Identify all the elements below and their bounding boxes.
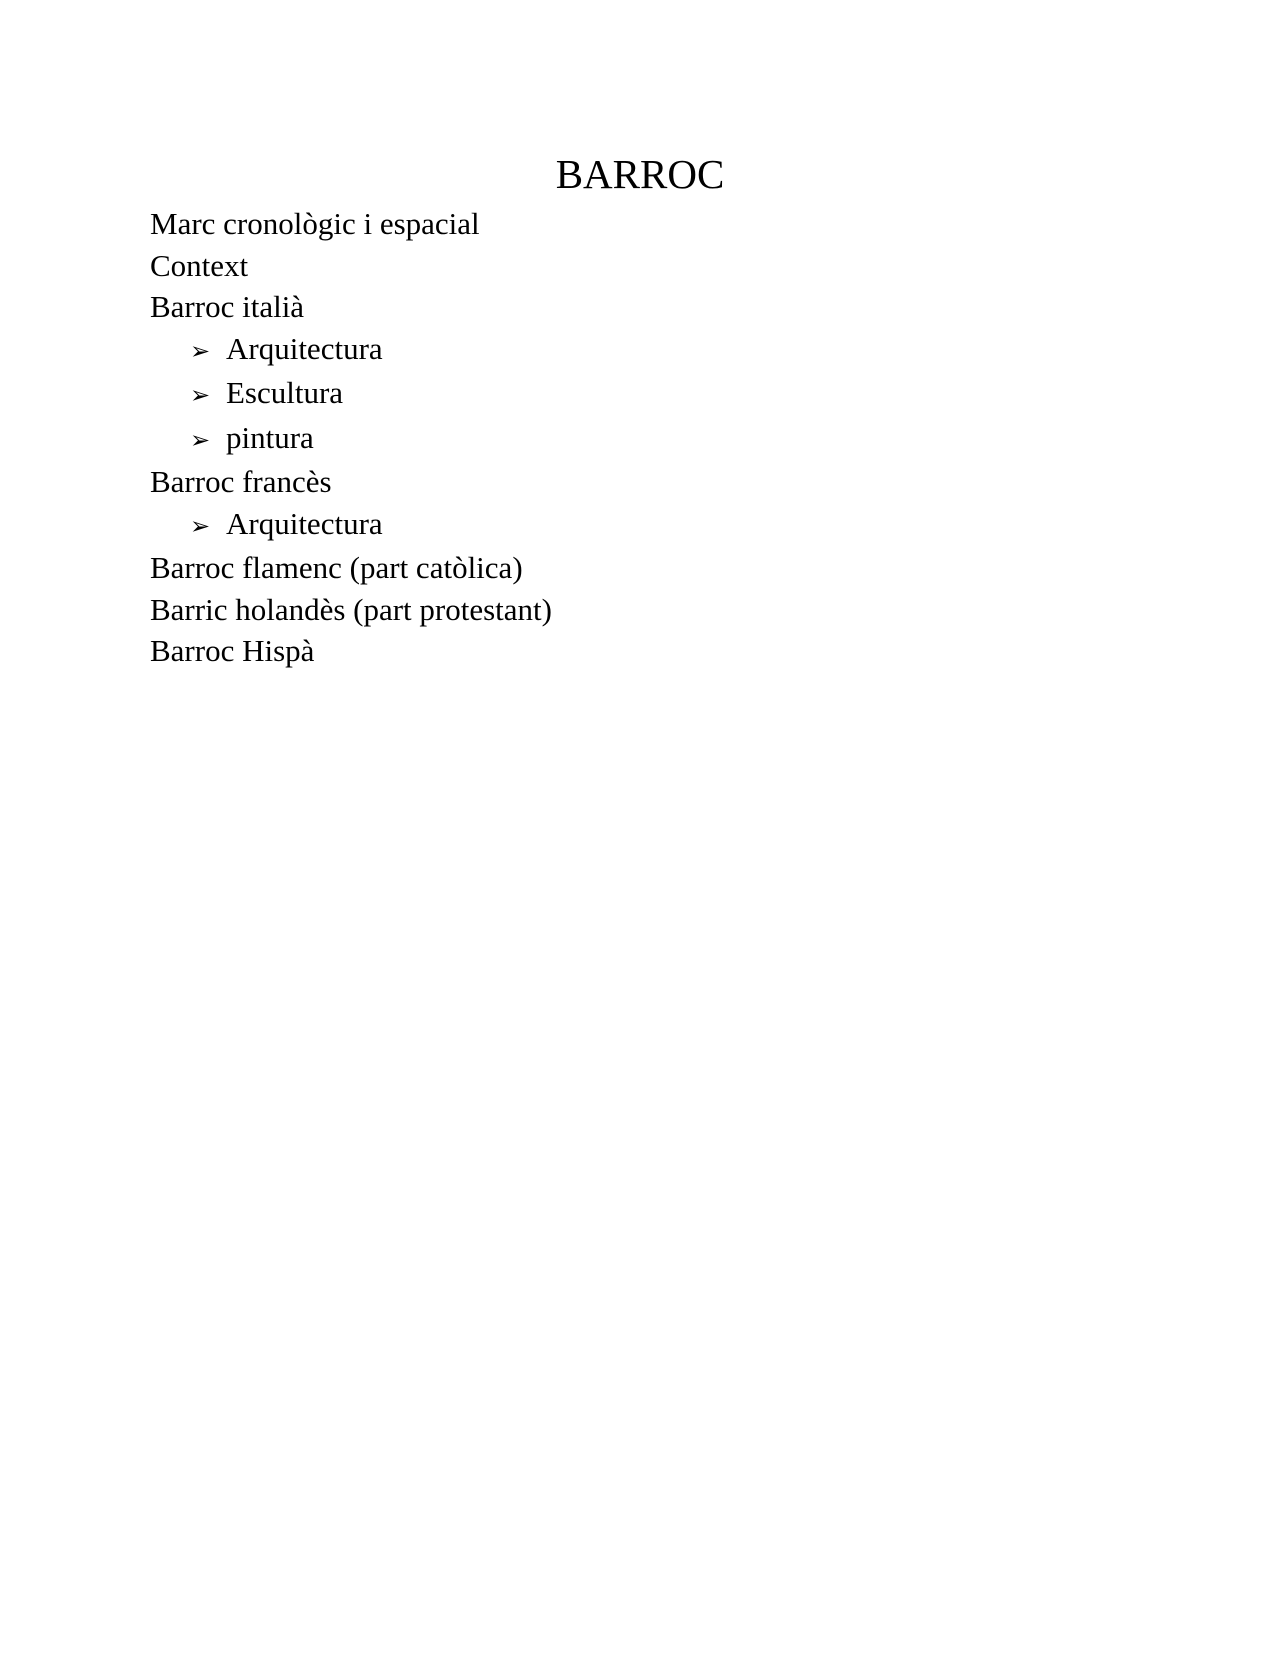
arrowhead-bullet-icon: ➢ (190, 511, 211, 540)
list-item-text: pintura (226, 419, 314, 455)
list-item-text: Barroc flamenc (part catòlica) (150, 550, 523, 585)
list-item-text: Marc cronològic i espacial (150, 206, 480, 241)
arrowhead-bullet-icon: ➢ (190, 336, 211, 365)
page-title: BARROC (555, 151, 725, 197)
list-item-text: Barroc Hispà (150, 633, 315, 668)
list-item-text: Barroc italià (150, 289, 305, 324)
list-item (150, 461, 552, 503)
arrowhead-bullet-icon: ➢ (190, 381, 211, 409)
arrowhead-bullet-icon: ➢ (190, 425, 211, 454)
list-item-text: Escultura (226, 375, 344, 410)
sub-list-item (150, 503, 552, 548)
list-item (150, 547, 552, 589)
list-item-text: Barric holandès (part protestant) (150, 591, 552, 627)
list-item-text: Barroc francès (150, 464, 332, 499)
list-item (150, 286, 552, 328)
list-item-text: Arquitectura (226, 505, 383, 541)
outline-list (150, 203, 552, 672)
list-item-text: Context (150, 247, 249, 283)
sub-list-item (150, 328, 552, 373)
list-item-text: Arquitectura (226, 330, 383, 366)
list-item (150, 589, 552, 631)
sub-list-item (150, 372, 552, 417)
sub-list-item (150, 417, 552, 462)
list-item (150, 245, 552, 287)
list-item (150, 203, 552, 245)
list-item (150, 630, 552, 672)
